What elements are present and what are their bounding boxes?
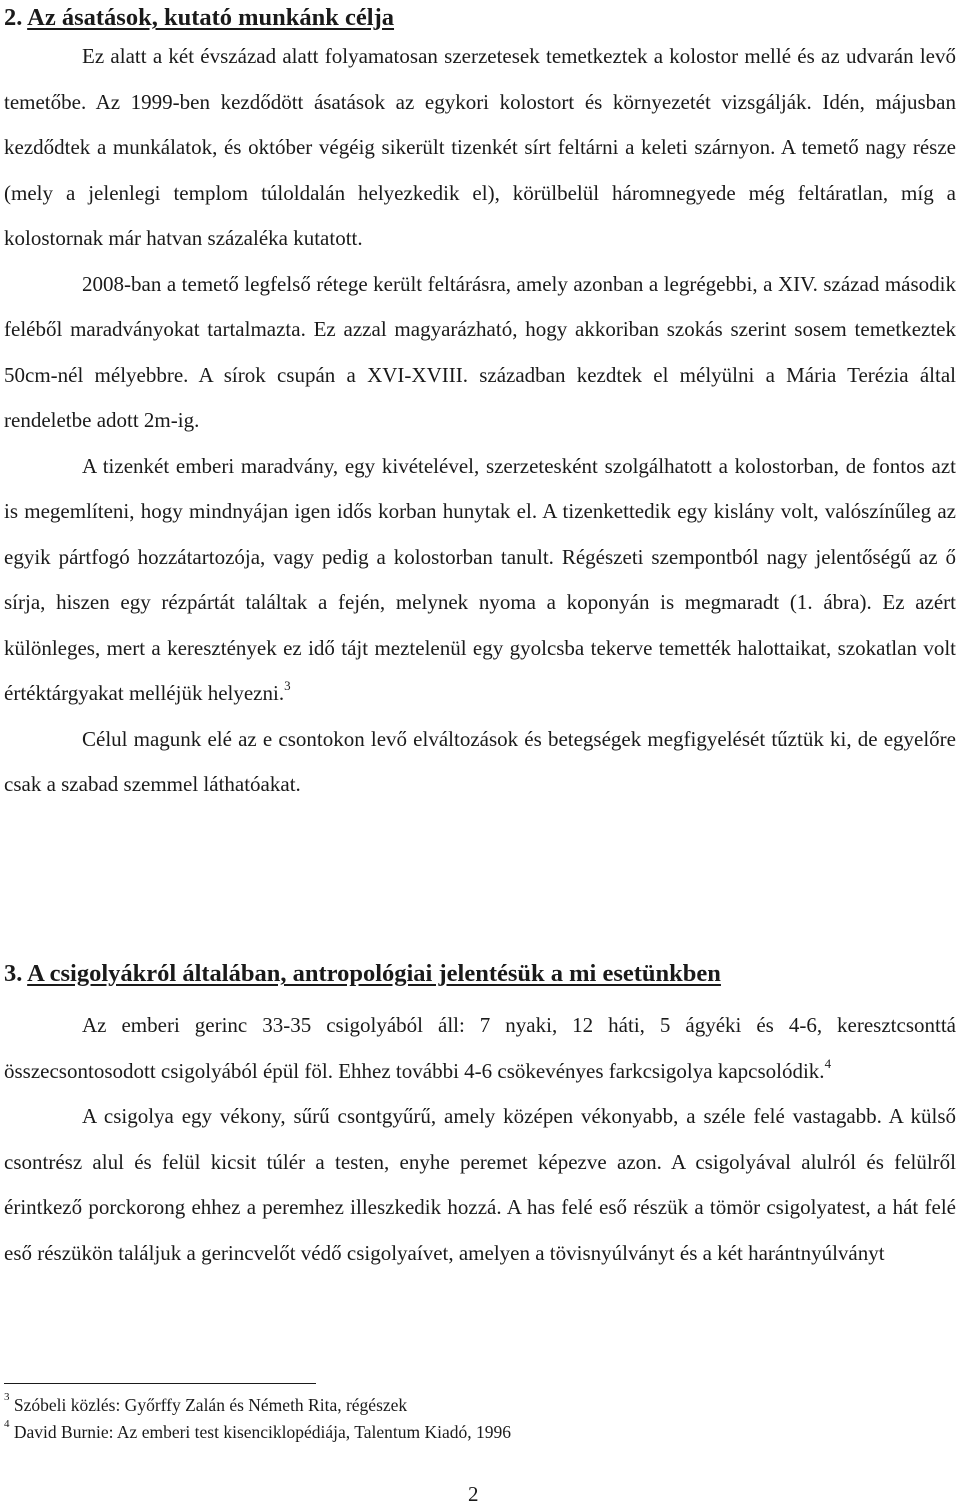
section-3-title: A csigolyákról általában, antropológiai jelentésük a mi esetünkben: [27, 960, 721, 987]
paragraph: Célul magunk elé az e csontokon levő elváltozások és betegségek megfigyelését tűztük ki, de egyelőre csak a szabad szemmel láthatóakat.: [4, 726, 956, 796]
footnote-number: 4: [4, 1418, 10, 1431]
paragraph: [4, 444, 956, 717]
section-3-number: 3.: [4, 960, 23, 987]
footnotes: [4, 1392, 511, 1446]
footnote-number: 3: [4, 1391, 10, 1404]
footnote-text: Szóbeli közlés: Győrffy Zalán és Németh Rita, régészek: [13, 1395, 408, 1415]
paragraph: [4, 1003, 956, 1094]
footnote-divider: [4, 1383, 316, 1384]
footnote: [4, 1419, 511, 1446]
footnote-text: David Burnie: Az emberi test kisenciklopédiája, Talentum Kiadó, 1996: [13, 1422, 511, 1442]
page-number: 2: [468, 1482, 479, 1506]
section-3-heading: [4, 959, 721, 989]
footnote-ref: 3: [284, 678, 291, 693]
footnote: [4, 1392, 511, 1419]
section-2-heading: [4, 3, 394, 33]
footnote-ref: 4: [824, 1055, 832, 1071]
section-3-body: [4, 1003, 956, 1276]
paragraph-text: A tizenkét emberi maradvány, egy kivételével, szerzetesként szolgálhatott a kolostorban, de fontos azt is megemlíteni, hogy mindnyájan igen idős korban hunytak el. A tizenkettedik egy kislány volt, valószínűleg az egyik pártfogó hozzátartozója, vagy pedig a kolostorban tanult. Régészeti szempontból nagy jelentőségű az ő sírja, hiszen egy rézpártát találtak a fején, melynek nyoma a koponyán is megmaradt (1. ábra). Ez azért különleges, mert a keresztények ez idő tájt meztelenül egy gyolcsba tekerve temették halottaikat, szokatlan volt értéktárgyakat melléjük helyezni.: [4, 453, 956, 705]
paragraph: A csigolya egy vékony, sűrű csontgyűrű, amely középen vékonyabb, a széle felé vastagabb. A külső csontrész alul és felül kicsit túlér a testen, enyhe peremet képezve azon. A csigolyával alulról és felülről érintkező porckorong ehhez a peremhez illeszkedik hozzá. A has felé eső részük a tömör csigolyatest, a hát felé eső részükön találjuk a gerincvelőt védő csigolyaívet, amelyen a tövisnyúlványt és a két harántnyúlványt: [4, 1104, 956, 1265]
paragraph: 2008-ban a temető legfelső rétege került feltárásra, amely azonban a legrégebbi, a XIV. század második feléből maradványokat tartalmazta. Ez azzal magyarázható, hogy akkoriban szokás szerint sosem temetkeztek 50cm-nél mélyebbre. A sírok csupán a XVI-XVIII. században kezdtek el mélyülni a Mária Terézia által rendeletbe adott 2m-ig.: [4, 271, 956, 432]
section-2-title: Az ásatások, kutató munkánk célja: [27, 4, 395, 31]
section-2-body: [4, 34, 956, 808]
section-2-number: 2.: [4, 4, 23, 31]
paragraph: Ez alatt a két évszázad alatt folyamatosan szerzetesek temetkeztek a kolostor mellé és az udvarán levő temetőbe. Az 1999-ben kezdődött ásatások az egykori kolostort és környezetét vizsgálják. Idén, májusban kezdődtek a munkálatok, és október végéig sikerült tizenkét sírt feltárni a keleti szárnyon. A temető nagy része (mely a jelenlegi templom túloldalán helyezkedik el), körülbelül háromnegyede még feltáratlan, míg a kolostornak már hatvan százaléka kutatott.: [4, 44, 956, 250]
paragraph-text: Az emberi gerinc 33-35 csigolyából áll: 7 nyaki, 12 háti, 5 ágyéki és 4-6, keresztcsonttá összecsontosodott csigolyából épül föl. Ehhez további 4-6 csökevényes farkcsigolya kapcsolódik.: [4, 1013, 956, 1083]
